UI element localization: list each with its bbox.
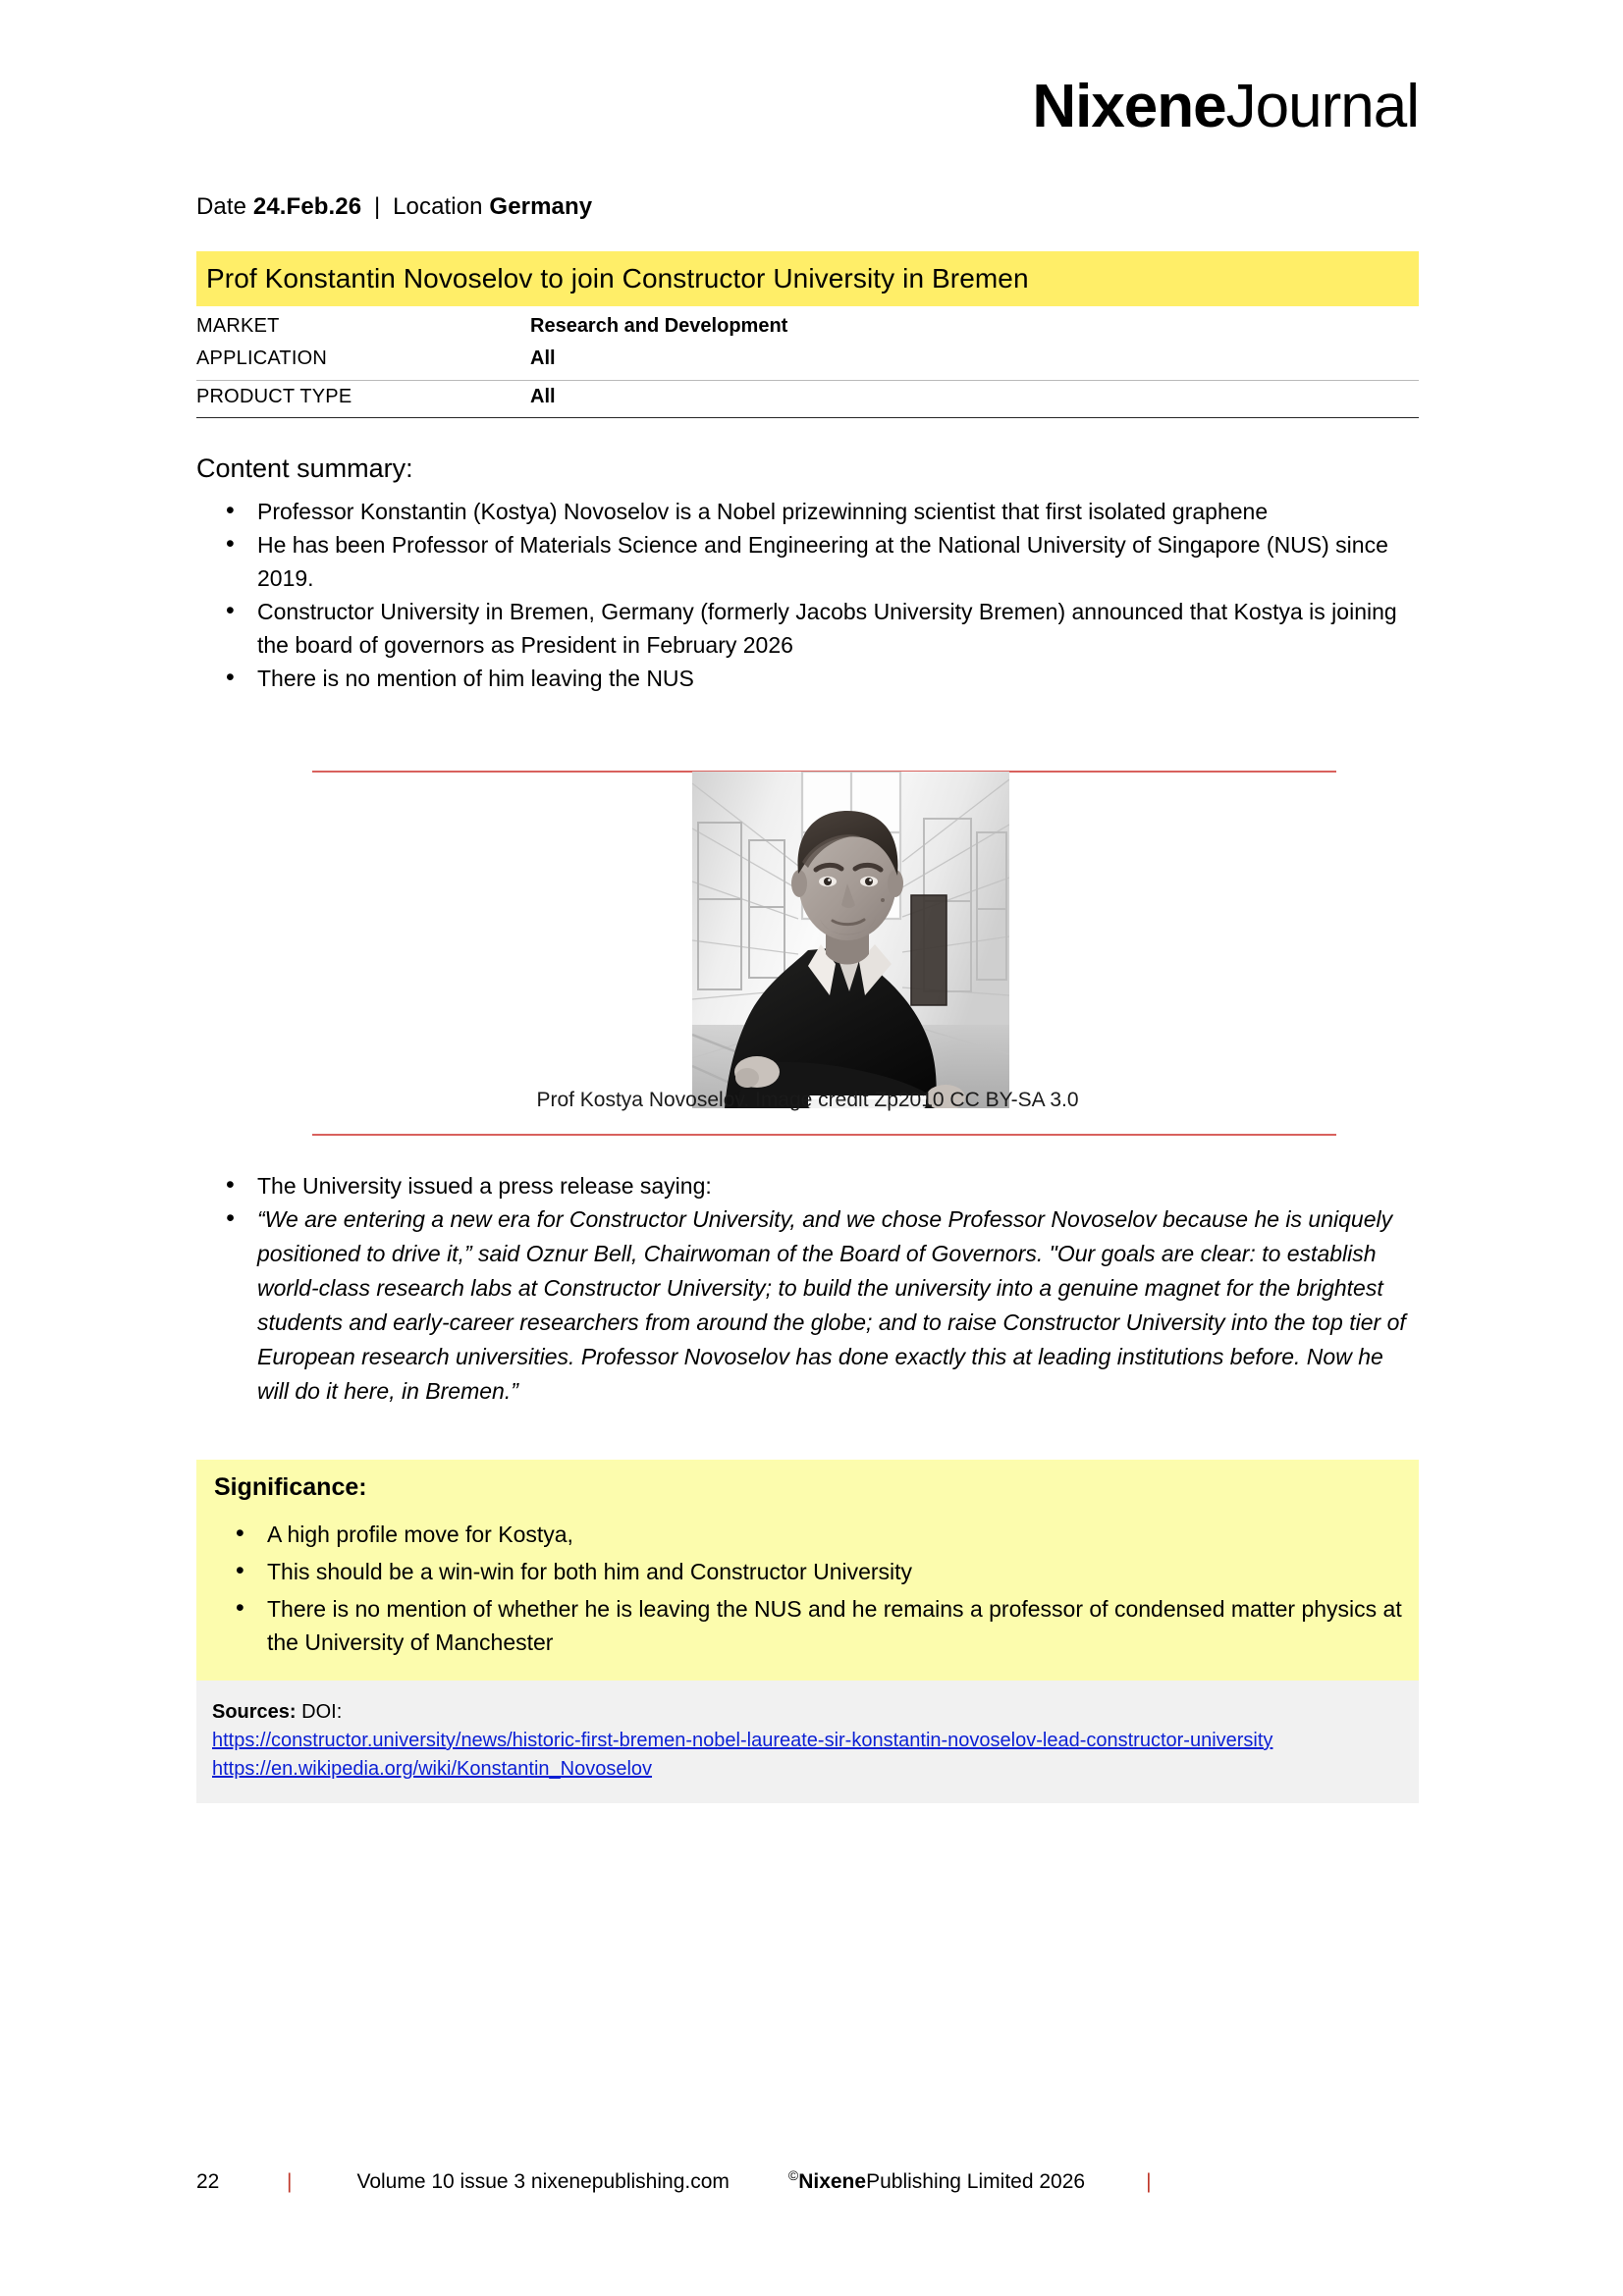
meta-row-market	[196, 310, 1419, 343]
footer-bar-2: |	[1146, 2170, 1152, 2193]
list-item: • There is no mention of him leaving the NUS	[196, 662, 1419, 695]
page-footer	[196, 2167, 1438, 2194]
footer-volume: Volume 10 issue 3 nixenepublishing.com	[356, 2170, 730, 2193]
meta-value: All	[530, 347, 556, 369]
content-summary-list	[196, 495, 1419, 695]
article-title: Prof Konstantin Novoselov to join Constructor University in Bremen	[206, 263, 1029, 294]
figure-caption: Prof Kostya Novoselov. Image credit Zp2010 CC BY-SA 3.0	[536, 1089, 1079, 1111]
date-value: 24.Feb.26	[252, 193, 362, 220]
meta-key: PRODUCT TYPE	[196, 386, 352, 407]
copyright-brand: Nixene	[798, 2170, 867, 2193]
meta-row-application	[196, 343, 1419, 375]
copyright-symbol: ©	[787, 2167, 799, 2183]
copyright-rest: Publishing Limited 2026	[866, 2170, 1086, 2193]
list-item-quote: • “We are entering a new era for Constructor University, and we chose Professor Novoselov because he is uniquely positioned to drive it,” said Oznur Bell, Chairwoman of the Board of Governors. "Our goals are clear: to establish world-class research labs at Constructor University; to build the university into a genuine magnet for the brightest students and early-career researchers from around the globe; and to raise Constructor University into the top tier of European research universities. Professor Novoselov has done exactly this at leading institutions before. Now he will do it here, in Bremen.”	[196, 1202, 1419, 1409]
location-value: Germany	[489, 193, 593, 220]
significance-heading: Significance:	[214, 1473, 367, 1501]
source-link-wikipedia[interactable]: https://en.wikipedia.org/wiki/Konstantin_Novoselov	[212, 1758, 653, 1780]
footer-page-number: 22	[196, 2170, 220, 2193]
masthead-bold: Nixene	[1032, 73, 1226, 140]
sources-label: Sources:	[212, 1701, 297, 1723]
novoselov-photo	[692, 772, 1009, 1108]
footer-bar-1: |	[287, 2170, 293, 2193]
sources-block	[196, 1681, 1419, 1803]
content-summary-heading: Content summary:	[196, 454, 413, 483]
sources-doi: DOI:	[301, 1701, 343, 1723]
dateline	[196, 193, 592, 221]
list-item: • Professor Konstantin (Kostya) Novoselov is a Nobel prizewinning scientist that first isolated graphene	[196, 495, 1419, 528]
meta-row-product-type	[196, 381, 1419, 414]
source-link-constructor[interactable]: https://constructor.university/news/historic-first-bremen-nobel-laureate-sir-konstantin-novoselov-lead-constructor-university	[212, 1730, 1273, 1751]
list-item: • He has been Professor of Materials Science and Engineering at the National University of Singapore (NUS) since 2019.	[196, 528, 1419, 595]
article-meta-table	[196, 310, 1419, 418]
significance-list	[206, 1518, 1409, 1659]
meta-key: MARKET	[196, 315, 280, 337]
location-label: Location	[393, 193, 483, 220]
figure-rule-bottom	[312, 1134, 1336, 1136]
footer-copyright	[730, 2167, 1085, 2194]
list-item: • The University issued a press release saying:	[196, 1169, 1419, 1202]
list-item: • Constructor University in Bremen, Germany (formerly Jacobs University Bremen) announced that Kostya is joining the board of governors as President in February 2026	[196, 595, 1419, 662]
meta-value: All	[530, 386, 556, 407]
dateline-separator: |	[373, 193, 381, 220]
press-release-list	[196, 1169, 1419, 1409]
article-title-band	[196, 251, 1419, 306]
masthead-logo	[1032, 73, 1419, 140]
list-item: • This should be a win-win for both him and Constructor University	[206, 1555, 1409, 1588]
significance-block	[196, 1460, 1419, 1684]
masthead-regular: Journal	[1225, 73, 1419, 140]
list-item: • There is no mention of whether he is leaving the NUS and he remains a professor of condensed matter physics at the University of Manchester	[206, 1592, 1409, 1659]
list-item: • A high profile move for Kostya,	[206, 1518, 1409, 1551]
meta-value: Research and Development	[530, 315, 788, 337]
meta-key: APPLICATION	[196, 347, 327, 369]
meta-bottom-rule	[196, 417, 1419, 418]
date-label: Date	[196, 193, 247, 220]
